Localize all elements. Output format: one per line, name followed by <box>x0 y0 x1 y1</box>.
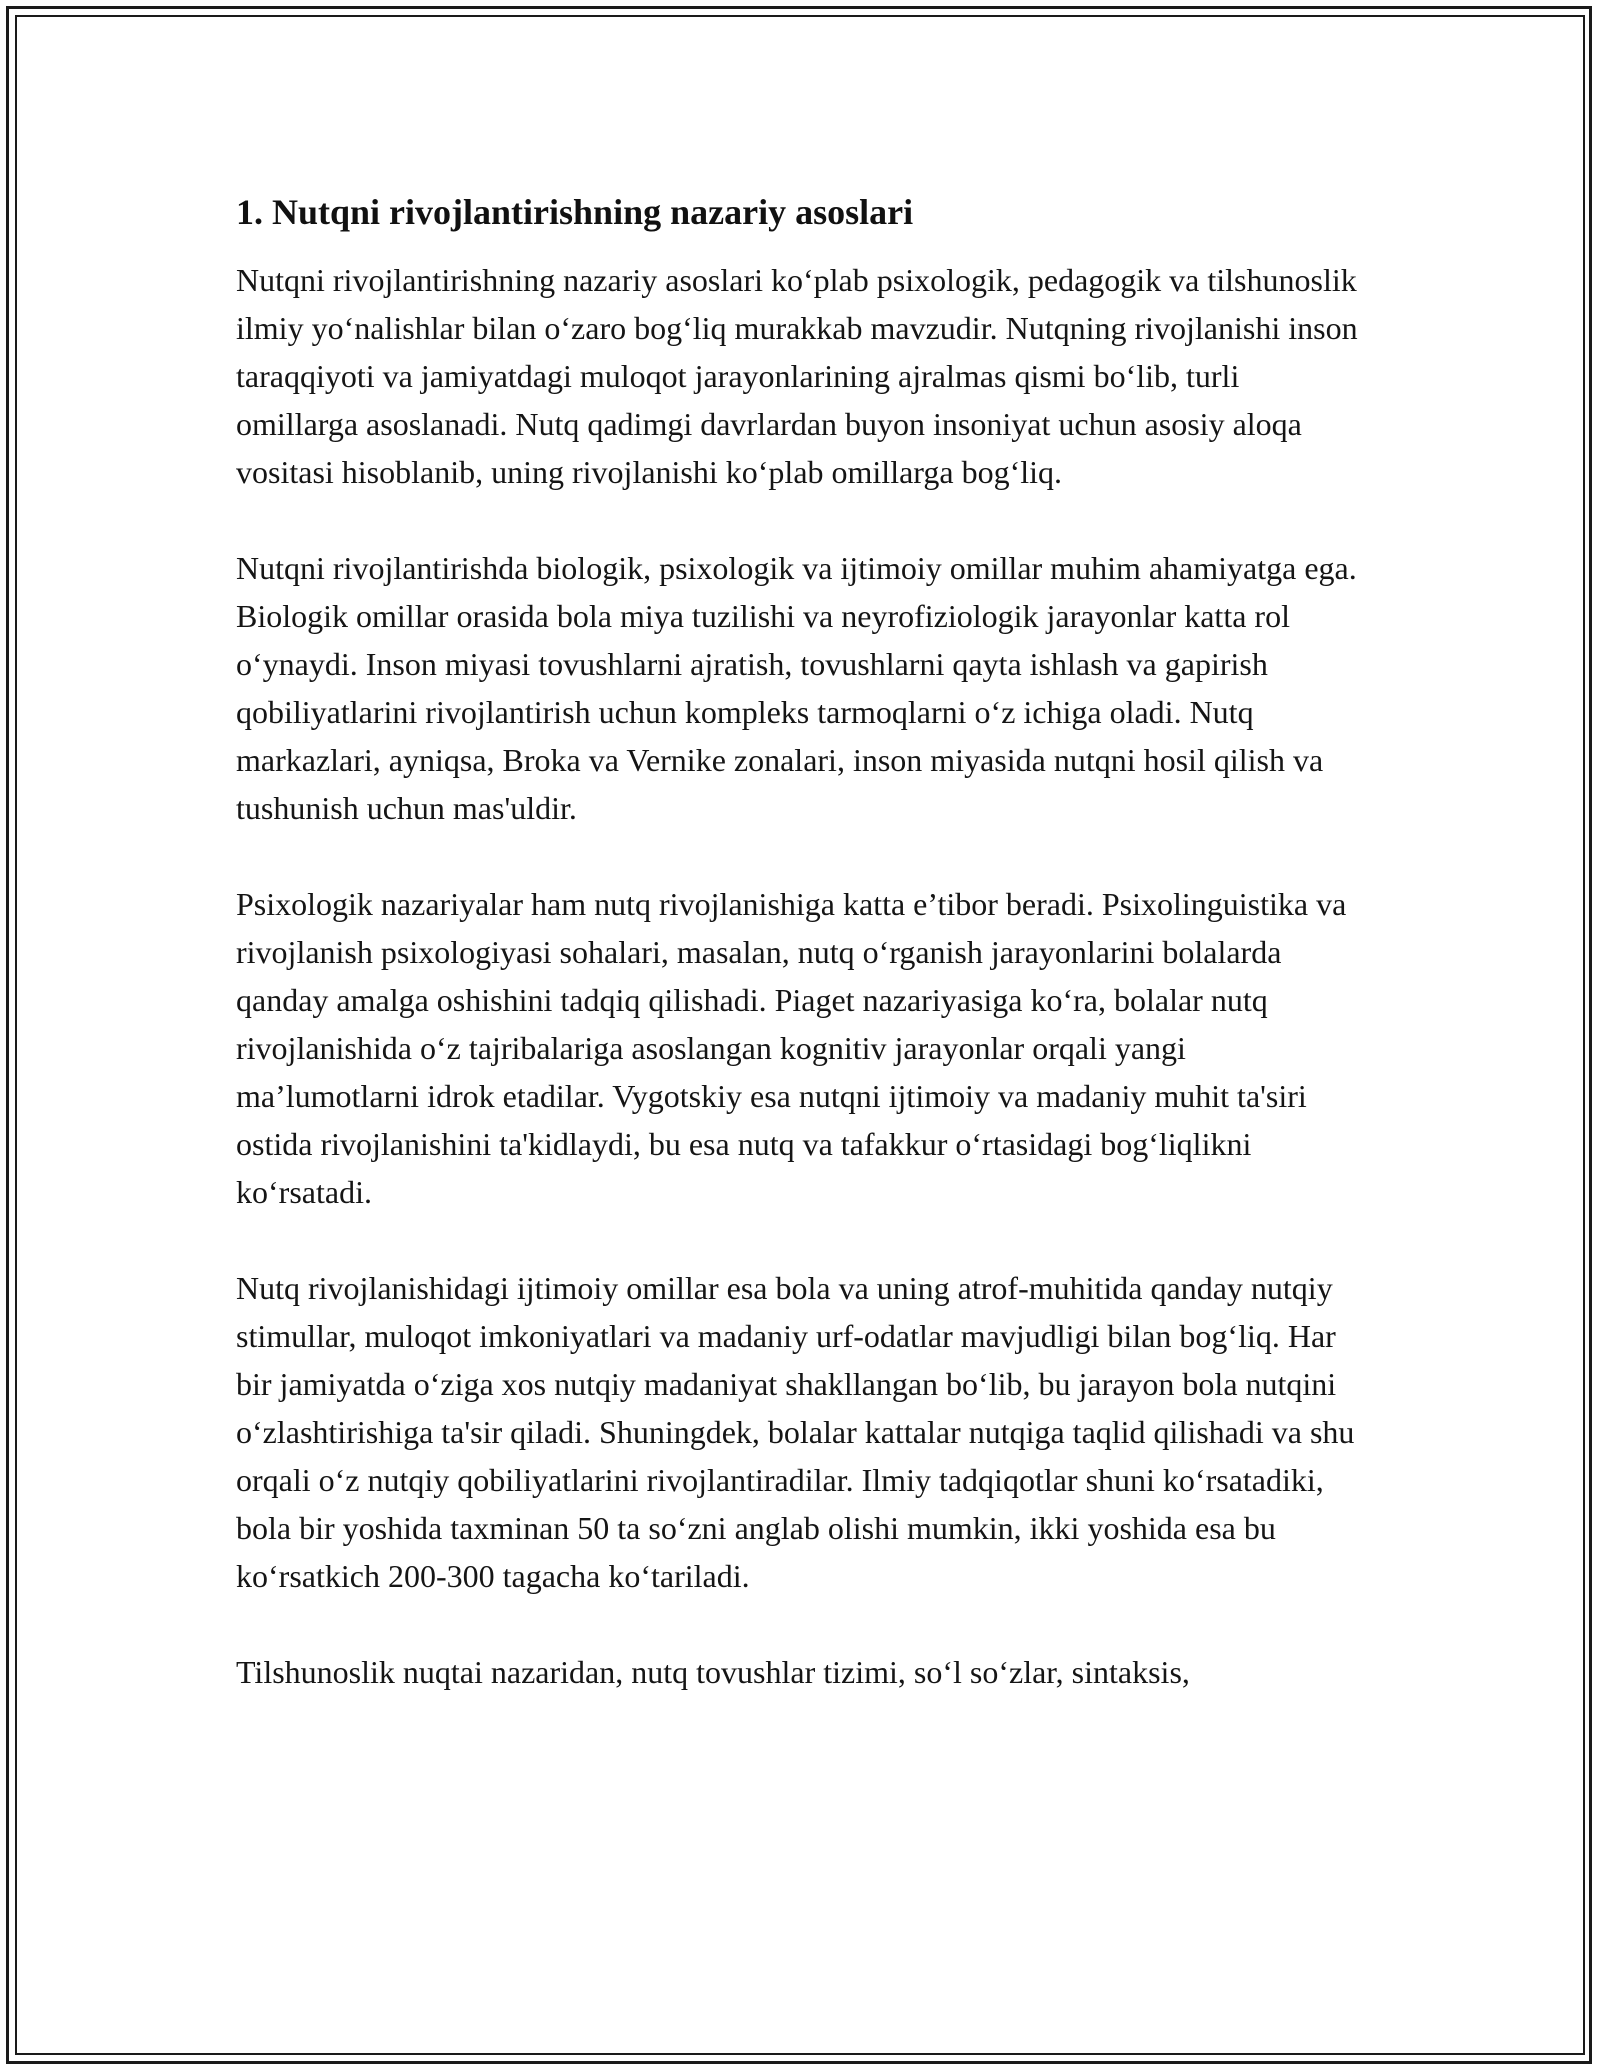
paragraph-intro: Nutqni rivojlantirishning nazariy asoslari ko‘plab psixologik, pedagogik va tilshunoslik ilmiy yo‘nalishlar bilan o‘zaro bog‘liq murakkab mavzudir. Nutqning rivojlanishi inson taraqqiyoti va jamiyatdagi muloqot jarayonlarining ajralmas qismi bo‘lib, turli omillarga asoslanadi. Nutq qadimgi davrlardan buyon insoniyat uchun asosiy aloqa vositasi hisoblanib, uning rivojlanishi ko‘plab omillarga bog‘liq. <box>236 262 1358 490</box>
paragraph-factors: Nutqni rivojlantirishda biologik, psixologik va ijtimoiy omillar muhim ahamiyatga ega. Biologik omillar orasida bola miya tuzilishi va neyrofiziologik jarayonlar katta rol o‘ynaydi. Inson miyasi tovushlarni ajratish, tovushlarni qayta ishlash va gapirish qobiliyatlarini rivojlantirish uchun kompleks tarmoqlarni o‘z ichiga oladi. Nutq markazlari, ayniqsa, Broka va Vernike zonalari, inson miyasida nutqni hosil qilish va tushunish uchun mas'uldir. <box>236 550 1357 826</box>
paragraph-social: Nutq rivojlanishidagi ijtimoiy omillar esa bola va uning atrof-muhitida qanday nutqiy stimullar, muloqot imkoniyatlari va madaniy urf-odatlar mavjudligi bilan bog‘liq. Har bir jamiyatda o‘ziga xos nutqiy madaniyat shakllangan bo‘lib, bu jarayon bola nutqini o‘zlashtirishiga ta'sir qiladi. Shuningdek, bolalar kattalar nutqiga taqlid qilishadi va shu orqali o‘z nutqiy qobiliyatlarini rivojlantiradilar. Ilmiy tadqiqotlar shuni ko‘rsatadiki, bola bir yoshida taxminan 50 ta so‘zni anglab olishi mumkin, ikki yoshida esa bu ko‘rsatkich 200-300 tagacha ko‘tariladi. <box>236 1270 1355 1594</box>
document-page <box>236 188 1360 1696</box>
paragraph-psychological: Psixologik nazariyalar ham nutq rivojlanishiga katta e’tibor beradi. Psixolinguistika va rivojlanish psixologiyasi sohalari, masalan, nutq o‘rganish jarayonlarini bolalarda qanday amalga oshishini tadqiq qilishadi. Piaget nazariyasiga ko‘ra, bolalar nutq rivojlanishida o‘z tajribalariga asoslangan kognitiv jarayonlar orqali yangi ma’lumotlarni idrok etadilar. Vygotskiy esa nutqni ijtimoiy va madaniy muhit ta'siri ostida rivojlanishini ta'kidlaydi, bu esa nutq va tafakkur o‘rtasidagi bog‘liqlikni ko‘rsatadi. <box>236 886 1347 1210</box>
section-heading: 1. Nutqni rivojlantirishning nazariy asoslari <box>236 192 914 232</box>
paragraph-linguistic: Tilshunoslik nuqtai nazaridan, nutq tovushlar tizimi, so‘l so‘zlar, sintaksis, <box>236 1654 1190 1690</box>
